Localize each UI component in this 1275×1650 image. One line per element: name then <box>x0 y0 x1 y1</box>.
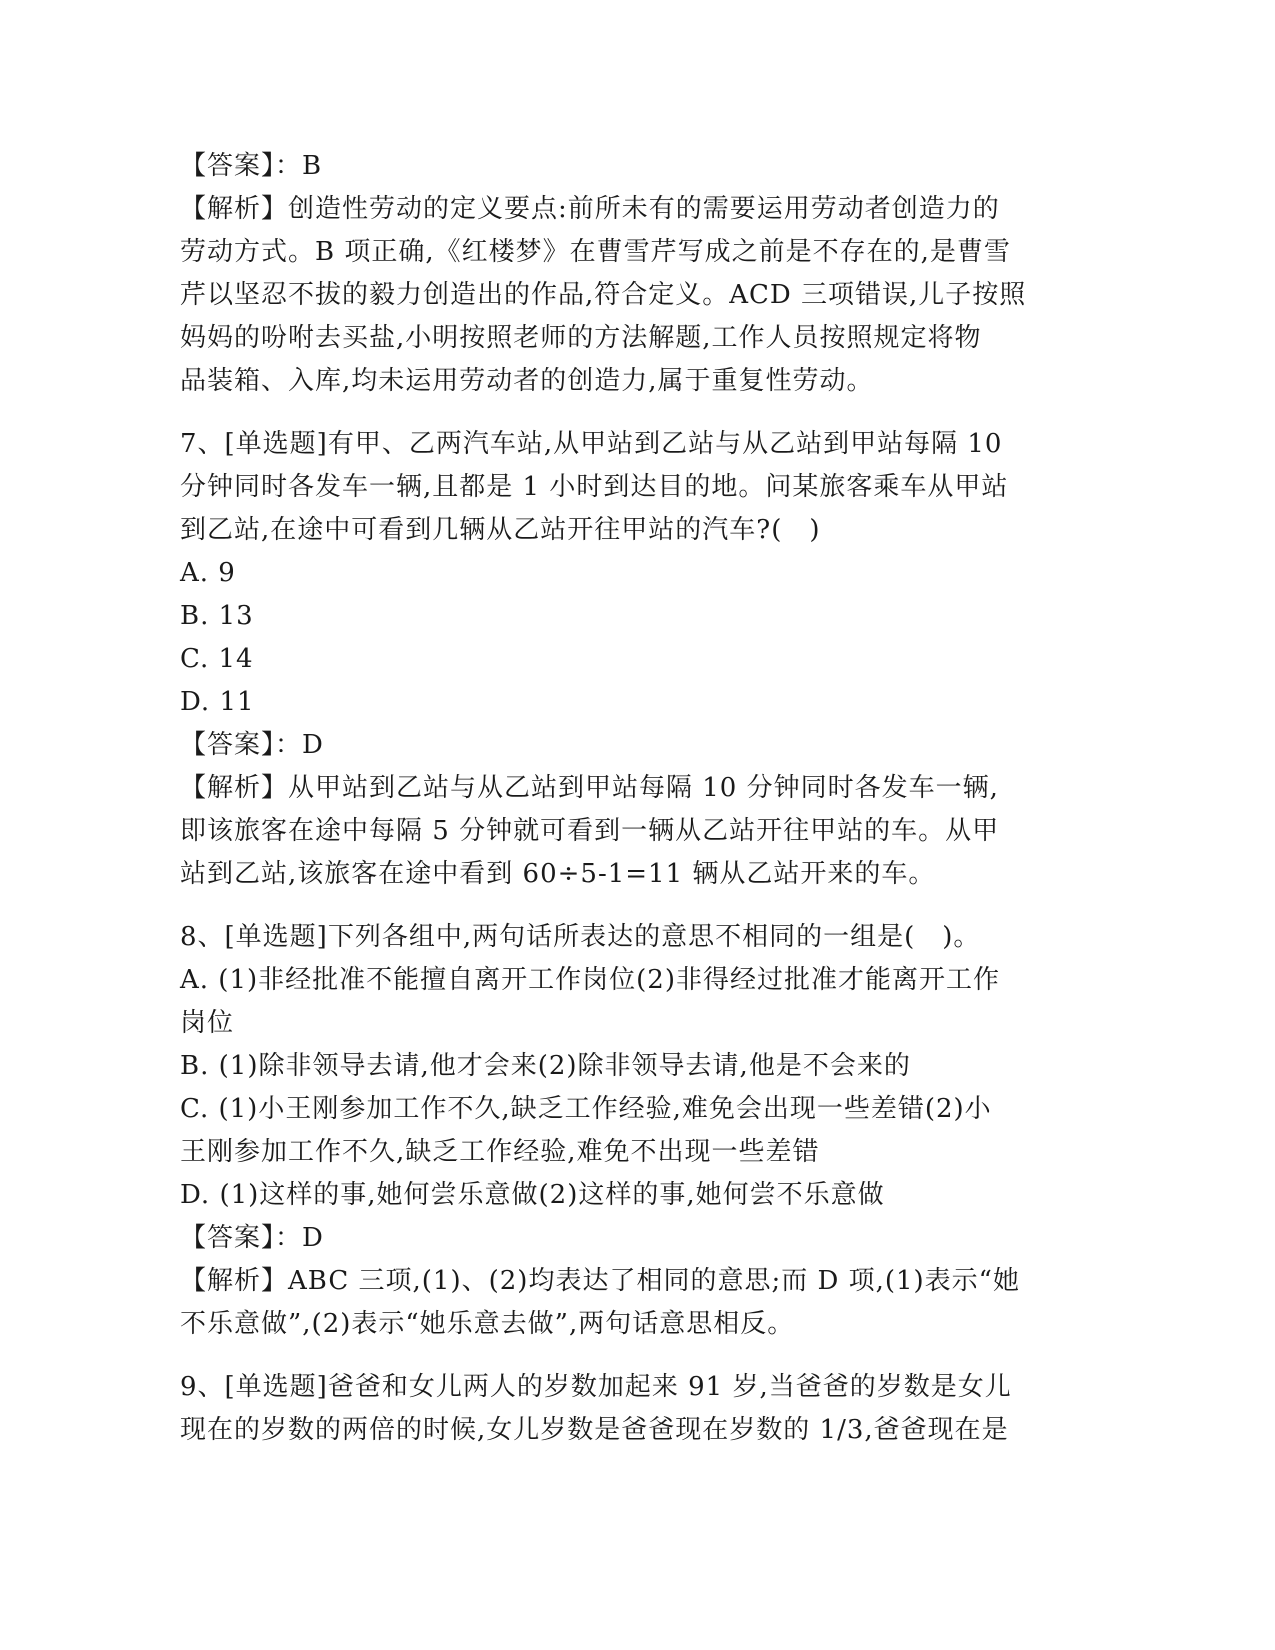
question-stem-line: 到乙站,在途中可看到几辆从乙站开往甲站的汽车?( ) <box>180 515 821 545</box>
analysis-line: 【解析】从甲站到乙站与从乙站到甲站每隔 10 分钟同时各发车一辆, <box>180 773 999 803</box>
question-7 <box>180 423 1080 896</box>
analysis-line: 【解析】创造性劳动的定义要点:前所未有的需要运用劳动者创造力的 <box>180 194 1000 224</box>
option-a-continued: 岗位 <box>180 1008 235 1038</box>
question-stem-line: 分钟同时各发车一辆,且都是 1 小时到达目的地。问某旅客乘车从甲站 <box>180 472 1009 502</box>
document-page <box>180 145 1080 1452</box>
analysis-line: 劳动方式。B 项正确,《红楼梦》在曹雪芹写成之前是不存在的,是曹雪 <box>180 237 1011 267</box>
analysis-line: 站到乙站,该旅客在途中看到 60÷5-1=11 辆从乙站开来的车。 <box>180 859 936 889</box>
analysis-line: 芹以坚忍不拔的毅力创造出的作品,符合定义。ACD 三项错误,儿子按照 <box>180 280 1027 310</box>
analysis-line: 即该旅客在途中每隔 5 分钟就可看到一辆从乙站开往甲站的车。从甲 <box>180 816 1000 846</box>
option-d: D. 11 <box>180 687 255 717</box>
question-9 <box>180 1366 1080 1452</box>
question-stem-line: 7、[单选题]有甲、乙两汽车站,从甲站到乙站与从乙站到甲站每隔 10 <box>180 429 1003 459</box>
answer-line: 【答案】：B <box>180 151 323 181</box>
block-answer-6 <box>180 145 1080 403</box>
option-d: D. (1)这样的事,她何尝乐意做(2)这样的事,她何尝不乐意做 <box>180 1180 885 1210</box>
option-a: A. 9 <box>180 558 236 588</box>
option-c-continued: 王刚参加工作不久,缺乏工作经验,难免不出现一些差错 <box>180 1137 820 1167</box>
option-c: C. (1)小王刚参加工作不久,缺乏工作经验,难免会出现一些差错(2)小 <box>180 1094 992 1124</box>
analysis-line: 不乐意做”,(2)表示“她乐意去做”,两句话意思相反。 <box>180 1309 795 1339</box>
option-a: A. (1)非经批准不能擅自离开工作岗位(2)非得经过批准才能离开工作 <box>180 965 1000 995</box>
analysis-line: 【解析】ABC 三项,(1)、(2)均表达了相同的意思;而 D 项,(1)表示“她 <box>180 1266 1020 1296</box>
option-b: B. (1)除非领导去请,他才会来(2)除非领导去请,他是不会来的 <box>180 1051 911 1081</box>
question-stem-line: 8、[单选题]下列各组中,两句话所表达的意思不相同的一组是( )。 <box>180 922 981 952</box>
question-8 <box>180 916 1080 1346</box>
question-stem-line: 现在的岁数的两倍的时候,女儿岁数是爸爸现在岁数的 1/3,爸爸现在是 <box>180 1415 1009 1445</box>
analysis-line: 妈妈的吩咐去买盐,小明按照老师的方法解题,工作人员按照规定将物 <box>180 323 982 353</box>
option-b: B. 13 <box>180 601 254 631</box>
analysis-line: 品装箱、入库,均未运用劳动者的创造力,属于重复性劳动。 <box>180 366 874 396</box>
option-c: C. 14 <box>180 644 254 674</box>
answer-line: 【答案】：D <box>180 730 324 760</box>
question-stem-line: 9、[单选题]爸爸和女儿两人的岁数加起来 91 岁,当爸爸的岁数是女儿 <box>180 1372 1012 1402</box>
answer-line: 【答案】：D <box>180 1223 324 1253</box>
